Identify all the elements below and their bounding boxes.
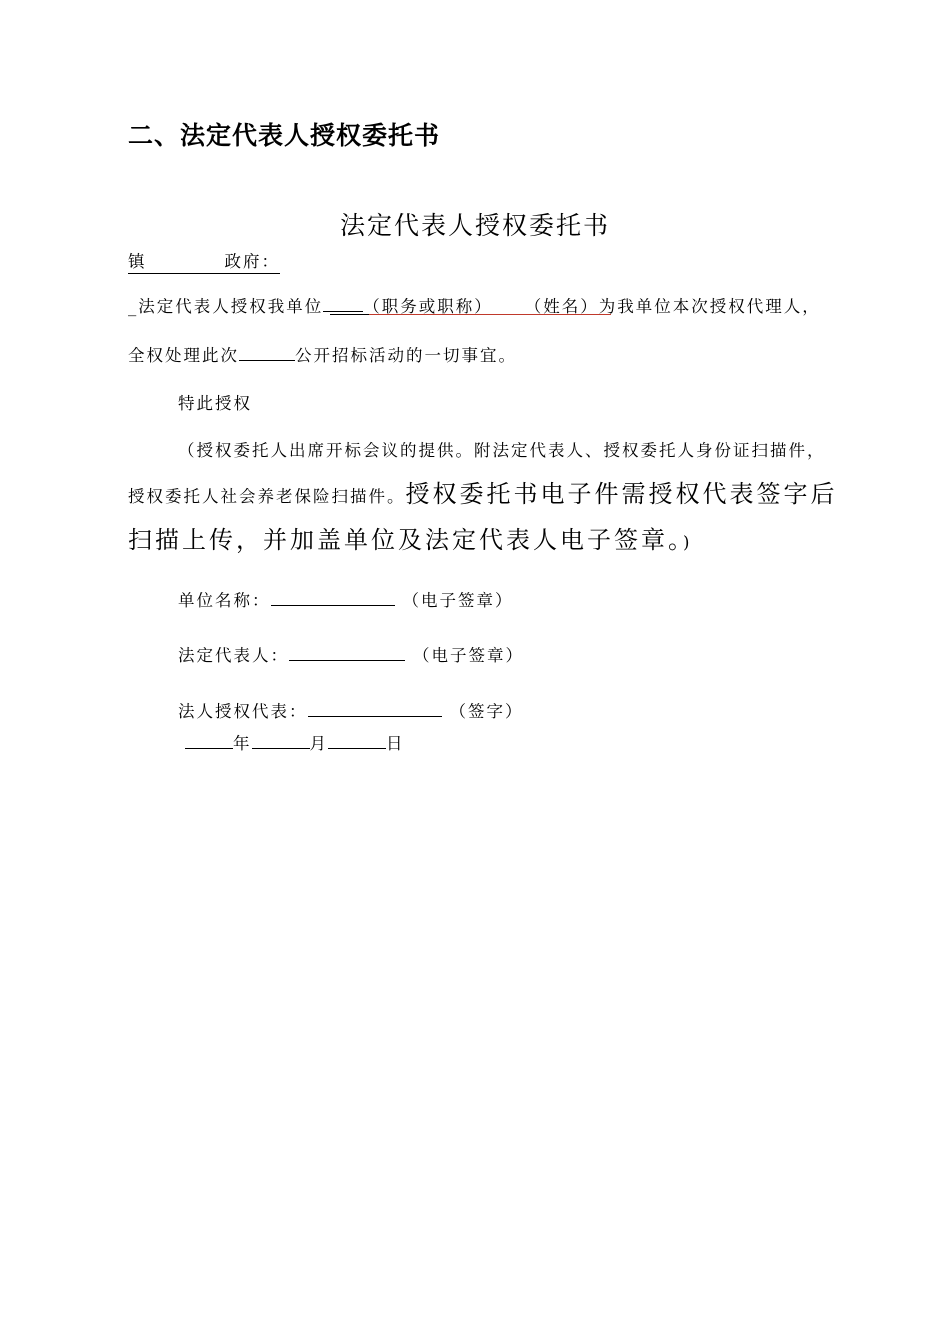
blank-line [239,342,295,361]
salutation [128,248,280,274]
note-line1: （授权委托人出席开标会议的提供。附法定代表人、授权委托人身份证扫描件， [178,441,826,460]
legal-representative-label: 法定代表人： [178,646,289,666]
salutation-government: 政府： [224,252,280,271]
signature-note: （签字） [449,702,524,722]
special-authorization: 特此授权 [178,394,252,413]
blank-line [323,293,363,312]
legal-representative-blank[interactable] [289,642,405,661]
day-blank[interactable] [328,730,386,749]
month-label: 月 [309,734,328,754]
date-field [185,730,405,754]
unit-name-field [178,587,514,611]
authorization-text: 法定代表人授权我单位 [138,297,324,317]
section-heading: 二、法定代表人授权委托书 [128,121,441,150]
authorization-paragraph-line2: 全权处理此次 公开招标活动的一切事宜。 [128,342,517,366]
title-placeholder: （职务或职称） [363,297,493,317]
legal-representative-field [178,642,524,666]
note-line3: 扫描上传，并加盖单位及法定代表人电子签章。) [128,526,692,554]
authorization-text-2: 为我单位本次授权代理人， [598,297,821,317]
name-placeholder: （姓名） [524,297,599,317]
authorization-paragraph-line1: _法定代表人授权我单位 （职务或职称） （姓名）为我单位本次授权代理人， [128,293,821,317]
day-label: 日 [386,734,405,754]
unit-name-label: 单位名称： [178,591,271,611]
unit-name-blank[interactable] [271,587,395,606]
year-label: 年 [233,734,252,754]
salutation-town: 镇 [128,252,147,271]
authorized-agent-field [178,698,524,722]
red-underline [369,314,611,315]
authorized-agent-label: 法人授权代表： [178,702,308,722]
authorized-agent-blank[interactable] [308,698,442,717]
year-blank[interactable] [185,730,233,749]
legal-seal-note: （电子签章） [413,646,524,666]
unit-seal-note: （电子签章） [402,591,514,611]
blank-underline [330,314,369,315]
month-blank[interactable] [252,730,310,749]
note-line2: 授权委托人社会养老保险扫描件。授权委托书电子件需授权代表签字后 [128,480,838,508]
document-title: 法定代表人授权委托书 [339,211,610,240]
